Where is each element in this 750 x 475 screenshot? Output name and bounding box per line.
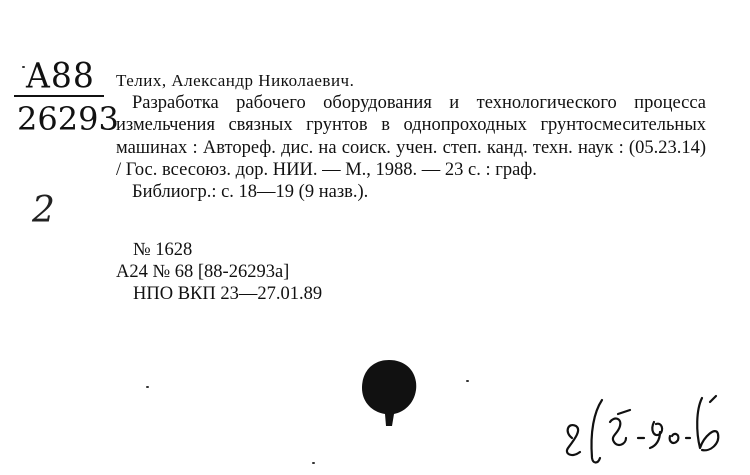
record-number: № 1628 (133, 240, 193, 260)
ink-hole-blot (358, 358, 420, 428)
entry-body: Разработка рабочего оборудования и технологического процесса измельчения связных грунтов в однопроходных грунтосмесительных машинах : Автореф. дис. на соиск. учен. степ. канд. техн. наук : (05.23.14) / Гос. всесоюз. дор. НИИ. — М., 1988. — 23 с. : граф. (116, 93, 706, 180)
call-number-bottom: 26293 (17, 100, 119, 138)
npo-line: НПО ВКП 23—27.01.89 (133, 284, 323, 304)
copy-mark: 2 (32, 190, 55, 231)
speck (312, 462, 315, 464)
bibliography-note: Библиогр.: с. 18—19 (9 назв.). (132, 182, 369, 203)
call-number-divider (14, 95, 104, 97)
speck (146, 386, 149, 388)
shelf-code: А24 № 68 [88-26293а] (116, 262, 290, 282)
bibliographic-entry (116, 70, 706, 203)
call-number-top: A88 (26, 55, 95, 96)
author-heading: Телих, Александр Николаевич. (116, 71, 355, 90)
speck (22, 66, 25, 68)
handwritten-signature (560, 392, 740, 472)
speck (466, 380, 469, 382)
